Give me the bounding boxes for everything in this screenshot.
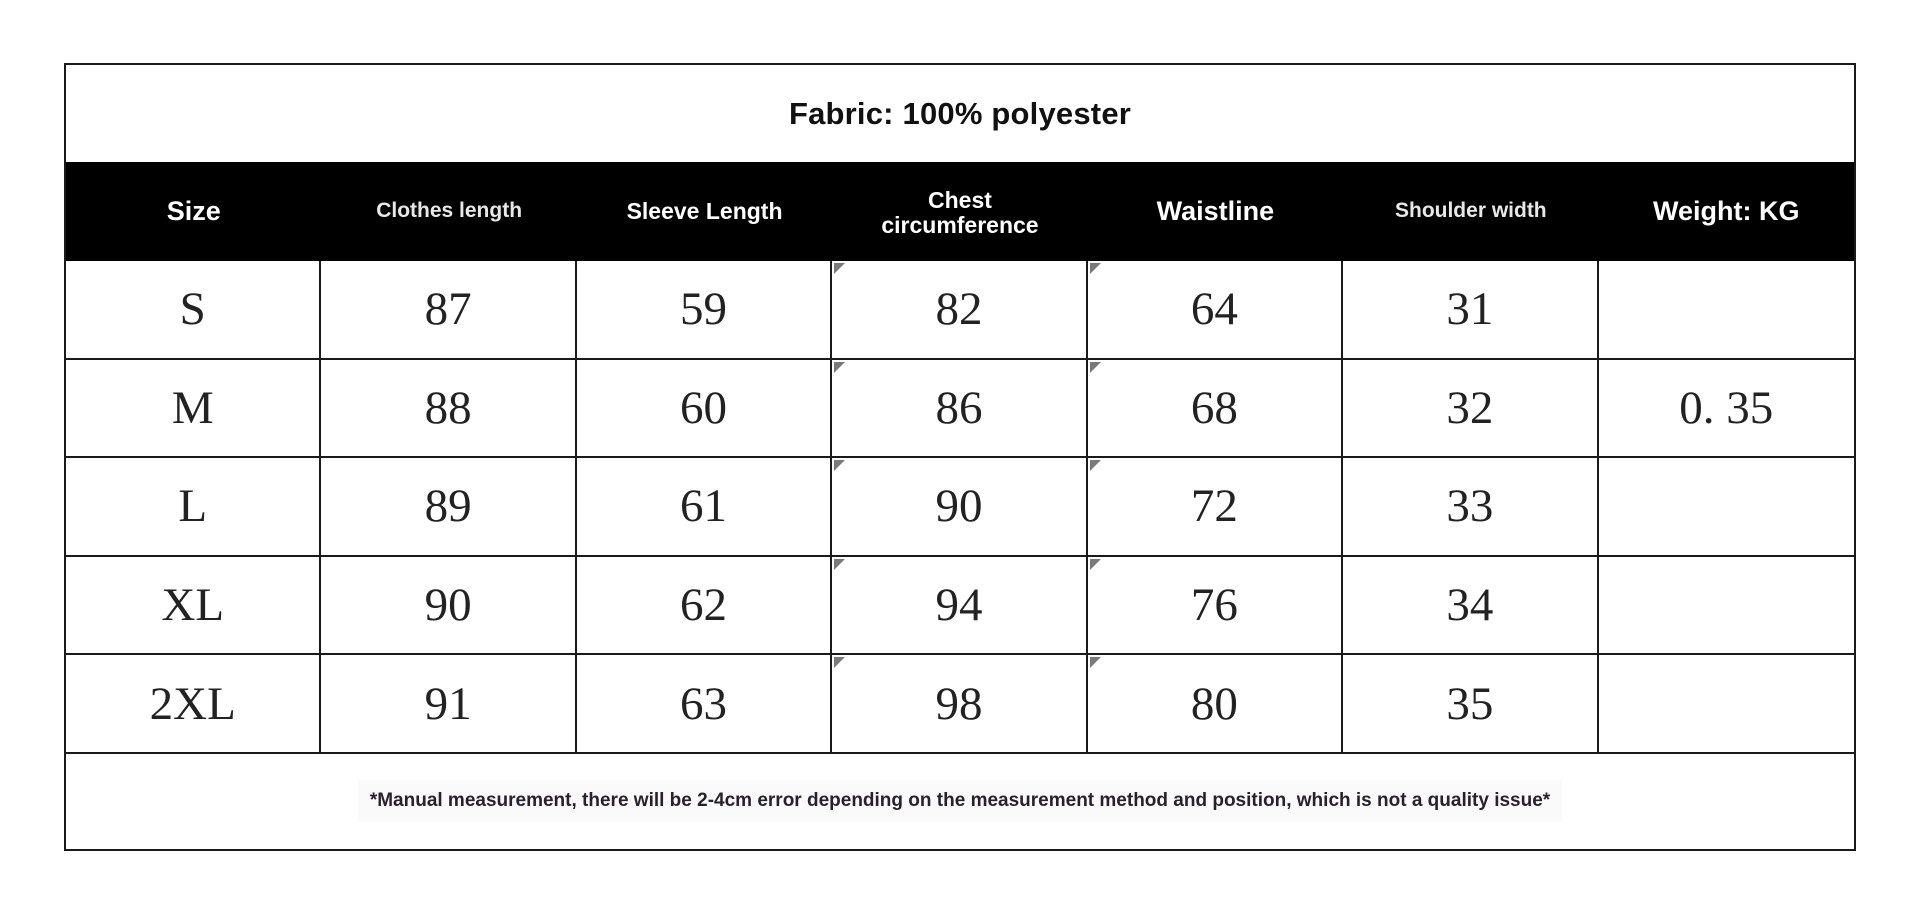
cell-size: XL: [66, 557, 321, 654]
table-row: [66, 458, 1854, 557]
comment-marker-icon: [1090, 263, 1101, 274]
cell-waist: [1088, 360, 1343, 457]
cell-sleeve-length: 60: [577, 360, 832, 457]
cell-shoulder: 35: [1343, 655, 1598, 752]
cell-sleeve-length: 61: [577, 458, 832, 555]
header-chest-line2: circumference: [881, 211, 1039, 238]
cell-clothes-length: 88: [321, 360, 576, 457]
footnote-row: [66, 752, 1854, 849]
cell-waist: [1088, 458, 1343, 555]
header-clothes-length: Clothes length: [376, 199, 523, 223]
cell-sleeve-length: 62: [577, 557, 832, 654]
comment-marker-icon: [834, 460, 845, 471]
cell-clothes-length: 87: [321, 261, 576, 358]
cell-chest: [832, 557, 1087, 654]
cell-waist-value: 80: [1190, 677, 1238, 730]
cell-weight-empty: [1599, 557, 1854, 654]
comment-marker-icon: [834, 362, 845, 373]
table-row: [66, 261, 1854, 360]
header-sleeve-length: Sleeve Length: [626, 198, 783, 225]
cell-chest: [832, 360, 1087, 457]
cell-size: S: [66, 261, 321, 358]
comment-marker-icon: [1090, 657, 1101, 668]
header-shoulder-width: Shoulder width: [1394, 199, 1547, 223]
cell-size: M: [66, 360, 321, 457]
cell-waist: [1088, 261, 1343, 358]
cell-clothes-length: 89: [321, 458, 576, 555]
cell-chest: [832, 261, 1087, 358]
header-waistline: Waistline: [1156, 196, 1275, 227]
cell-weight-empty: [1599, 261, 1854, 358]
table-header-row: [66, 162, 1854, 261]
comment-marker-icon: [1090, 362, 1101, 373]
cell-clothes-length: 91: [321, 655, 576, 752]
header-size: Size: [166, 196, 221, 227]
cell-shoulder: 32: [1343, 360, 1598, 457]
cell-clothes-length: 90: [321, 557, 576, 654]
cell-waist-value: 76: [1190, 579, 1238, 632]
header-chest-circumference: [832, 162, 1087, 261]
table-row: [66, 655, 1854, 754]
cell-waist-value: 68: [1190, 381, 1238, 434]
cell-chest: [832, 655, 1087, 752]
cell-sleeve-length: 63: [577, 655, 832, 752]
size-chart-table: [64, 63, 1856, 851]
cell-shoulder: 31: [1343, 261, 1598, 358]
cell-waist: [1088, 655, 1343, 752]
cell-chest-value: 86: [935, 381, 983, 434]
table-body: [66, 261, 1854, 754]
cell-chest: [832, 458, 1087, 555]
cell-weight-empty: [1599, 458, 1854, 555]
header-weight: Weight: KG: [1653, 196, 1800, 227]
cell-weight-value: 0. 35: [1679, 381, 1774, 434]
comment-marker-icon: [834, 263, 845, 274]
cell-chest-value: 98: [935, 677, 983, 730]
comment-marker-icon: [834, 559, 845, 570]
table-row: [66, 360, 1854, 459]
table-row: [66, 557, 1854, 656]
fabric-title: Fabric: 100% polyester: [788, 95, 1132, 131]
comment-marker-icon: [1090, 559, 1101, 570]
cell-waist-value: 72: [1190, 480, 1238, 533]
cell-size: 2XL: [66, 655, 321, 752]
cell-chest-value: 82: [935, 283, 983, 336]
cell-waist-value: 64: [1190, 283, 1238, 336]
cell-size: L: [66, 458, 321, 555]
cell-weight-empty: [1599, 655, 1854, 752]
cell-waist: [1088, 557, 1343, 654]
comment-marker-icon: [1090, 460, 1101, 471]
cell-chest-value: 94: [935, 579, 983, 632]
cell-chest-value: 90: [935, 480, 983, 533]
header-chest-line1: Chest: [928, 187, 992, 214]
comment-marker-icon: [834, 657, 845, 668]
cell-shoulder: 34: [1343, 557, 1598, 654]
measurement-note: *Manual measurement, there will be 2-4cm error depending on the measurement method and position, which is not a quality issue*: [358, 780, 1562, 822]
cell-sleeve-length: 59: [577, 261, 832, 358]
cell-shoulder: 33: [1343, 458, 1598, 555]
